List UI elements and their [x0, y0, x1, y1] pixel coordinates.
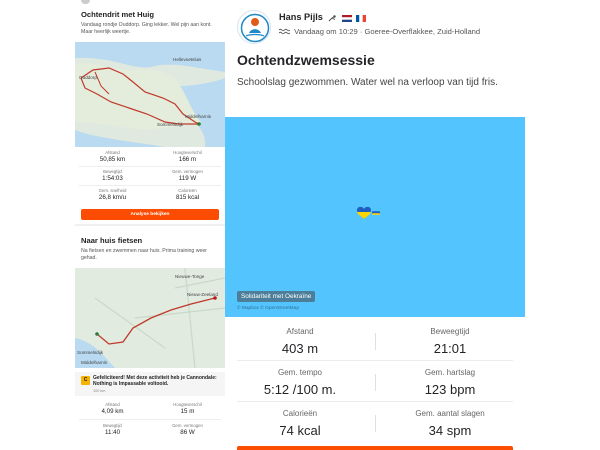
activity-date-location: Vandaag om 10:29 · Goeree-Overflakkee, Zuid-Holland — [294, 27, 481, 36]
stat-moving-time — [375, 327, 525, 356]
stat-value: 15 m — [180, 408, 195, 415]
stat-value: 4,09 km — [101, 408, 124, 415]
stat-elevation — [150, 150, 225, 163]
stat-label: Afstand — [105, 150, 120, 155]
stat-value: 21:01 — [433, 341, 467, 356]
stat-label: Bewegtijd — [103, 169, 122, 174]
stat-label: Bewegtijd — [103, 423, 122, 428]
stat-label: Gem. aantal slagen — [415, 409, 485, 418]
stat-calories — [150, 188, 225, 201]
map-2-label-3: Sommelsdijk — [77, 350, 104, 355]
flag-nl-icon — [342, 15, 352, 22]
stat-label: Gem. snelheid — [98, 188, 127, 193]
athlete-name-row[interactable] — [279, 12, 367, 23]
stat-value: 34 spm — [428, 423, 472, 438]
ukraine-heart-icon — [355, 205, 381, 221]
map-2-label-2: Middelharnis — [81, 360, 108, 365]
stat-label: Gem. vermogen — [172, 423, 203, 428]
map-1-label-2: Middelharnis — [185, 114, 212, 119]
stat-distance — [225, 327, 375, 356]
stat-pace — [225, 368, 375, 397]
card-separator — [75, 224, 225, 226]
stat-label: Afstand — [105, 402, 120, 407]
feed-card-2-title[interactable]: Naar huis fietsen — [81, 236, 143, 245]
stat-value: 1:54:03 — [102, 175, 123, 182]
action-button-edge[interactable] — [237, 446, 513, 450]
map-1-label-3: Sommelsdijk — [157, 122, 184, 127]
stat-label: Hoogteverschil — [173, 402, 202, 407]
divider — [79, 185, 221, 186]
stat-speed — [75, 188, 150, 201]
stat-label: Calorieën — [178, 188, 197, 193]
feed-card-2-description: Na fietsen en zwemmen naar huis. Prima training weer gehad. — [81, 248, 207, 261]
divider — [237, 360, 513, 361]
map-1-graphic — [75, 42, 225, 147]
swim-wave-icon — [279, 27, 290, 35]
activity-detail — [225, 0, 525, 450]
flag-fr-icon — [356, 15, 366, 22]
stat-value: 26,8 km/u — [98, 194, 127, 201]
stat-label: Hoogteverschil — [173, 150, 202, 155]
ukraine-solidarity-badge[interactable]: Solidariteit met Oekraïne — [237, 291, 315, 302]
stat-value: 50,85 km — [99, 156, 126, 163]
swimmer-icon — [328, 15, 338, 22]
stat-power — [150, 169, 225, 182]
achievement-sub: 100 km — [93, 389, 106, 393]
activity-meta — [279, 27, 480, 36]
stat-moving-time — [75, 423, 150, 436]
map-copyright[interactable]: © Mapbox © OpenStreetMap — [237, 306, 299, 311]
stat-heart-rate — [375, 368, 525, 397]
athlete-avatar[interactable] — [237, 10, 271, 44]
feed-card-1-title[interactable]: Ochtendrit met Huig — [81, 10, 154, 19]
divider — [237, 401, 513, 402]
stat-power — [150, 423, 225, 436]
stat-elevation — [150, 402, 225, 415]
stat-label: Afstand — [286, 327, 314, 336]
club-logo-icon — [238, 11, 271, 44]
activity-map[interactable] — [225, 117, 525, 317]
achievement-text: Gefeliciteerd! Met deze activiteit heb je Cannondale: Nothing is Impassable voltooid. — [93, 375, 217, 387]
stat-label: Gem. vermogen — [172, 169, 203, 174]
map-1-label-0: Hellevoetsluis — [173, 57, 202, 62]
analyse-button[interactable]: Analyse bekijken — [81, 209, 219, 220]
stat-value: 119 W — [178, 175, 197, 182]
feed-card-2-map[interactable] — [75, 268, 225, 368]
stat-label: Calorieën — [282, 409, 318, 418]
stat-calories — [225, 409, 375, 438]
stat-distance — [75, 150, 150, 163]
stat-label: Gem. tempo — [277, 368, 322, 377]
stat-value: 166 m — [178, 156, 197, 163]
feed-column — [75, 0, 225, 450]
athlete-flags — [328, 13, 366, 23]
stat-distance — [75, 402, 150, 415]
stat-value: 86 W — [180, 429, 195, 436]
activity-description: Schoolslag gezwommen. Water wel na verloop van tijd fris. — [237, 77, 498, 88]
stat-label: Gem. hartslag — [424, 368, 476, 377]
stat-value: 11:40 — [104, 429, 121, 436]
feed-card-1-map[interactable] — [75, 42, 225, 147]
stat-value: 403 m — [281, 341, 319, 356]
stat-value: 5:12 /100 m. — [263, 382, 337, 397]
feed-card-1-description: Vandaag rondje Ouddorp. Ging lekker. Wel pijn aan kont. Maar heerlijk weertje. — [81, 22, 212, 35]
stat-label: Beweegtijd — [430, 327, 470, 336]
athlete-name[interactable]: Hans Pijls — [279, 12, 323, 22]
divider — [79, 166, 221, 167]
map-1-label-1: Ouddorp — [79, 75, 97, 80]
activity-title: Ochtendzwemsessie — [237, 52, 375, 68]
stat-value: 815 kcal — [175, 194, 200, 201]
divider — [79, 419, 221, 420]
stat-value: 123 bpm — [424, 382, 476, 397]
cannondale-logo: C — [81, 376, 90, 385]
stat-stroke-rate — [375, 409, 525, 438]
map-2-label-0: Nieuwe-Tonge — [175, 274, 205, 279]
stat-value: 74 kcal — [279, 423, 321, 438]
achievement-notice[interactable] — [75, 372, 225, 396]
feed-card-1-header-avatar[interactable] — [81, 0, 90, 4]
map-2-label-1: Nieuw-Zeeland — [187, 292, 218, 297]
stat-moving-time — [75, 169, 150, 182]
